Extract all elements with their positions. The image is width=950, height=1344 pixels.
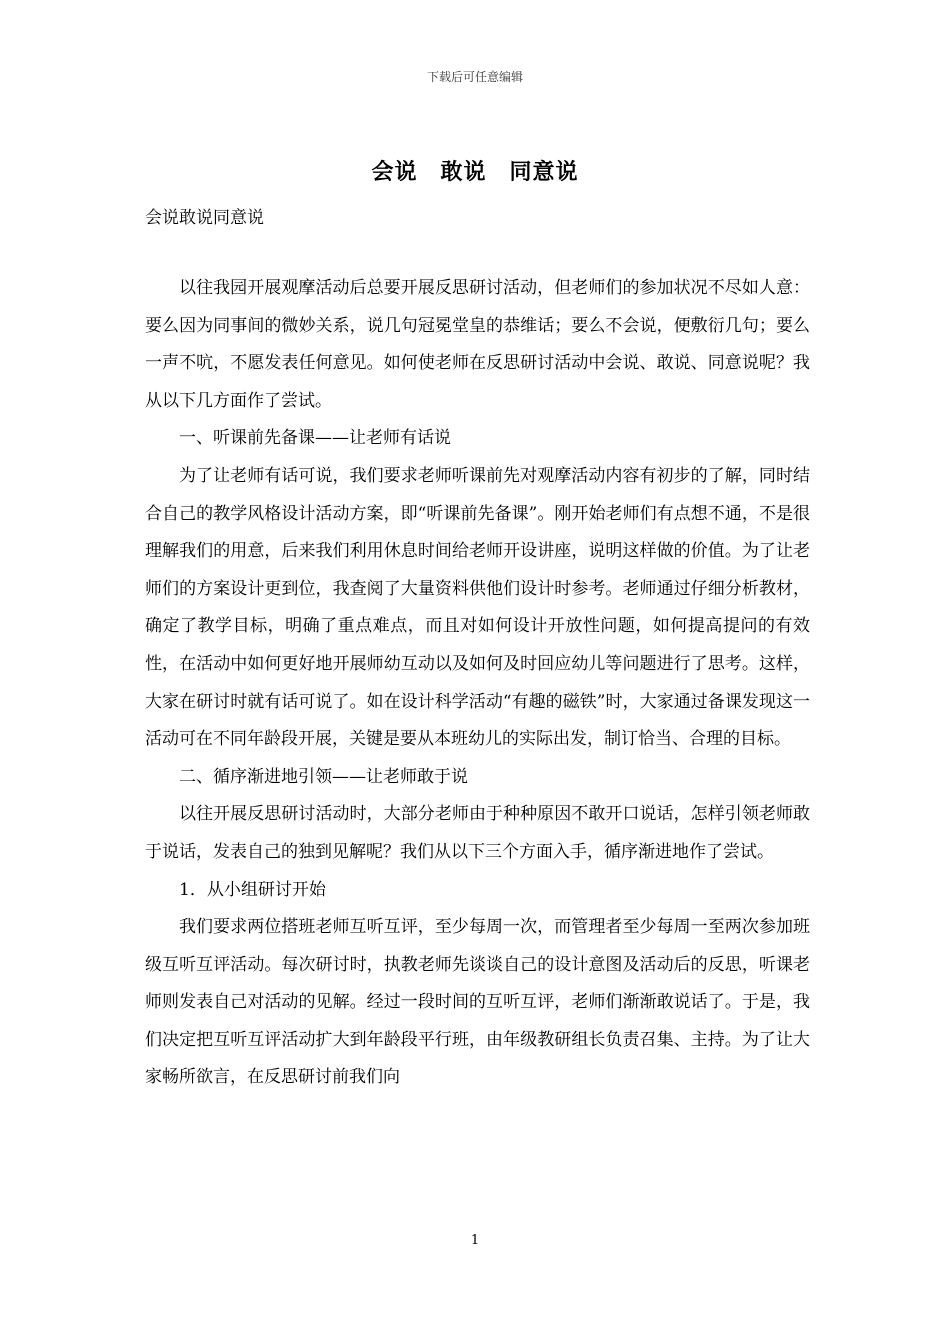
document-subtitle: 会说敢说同意说 — [145, 208, 264, 228]
page-header: 下载后可任意编辑 — [426, 70, 523, 84]
page-number: 1 — [470, 1233, 480, 1248]
subsection-heading-1: 1．从小组研讨开始 — [179, 879, 326, 900]
paragraph-section-2: 以往开展反思研讨活动时，大部分老师由于种种原因不敢开口说话，怎样引领老师敢于说话，发表自己的独到见解呢？我们从以下三个方面入手，循序渐进地作了尝试。 — [145, 804, 810, 862]
paragraph-intro: 以往我园开展观摩活动后总要开展反思研讨活动，但老师们的参加状况不尽如人意：要么因为同事间的微妙关系，说几句冠冕堂皇的恭维话；要么不会说，便敷衍几句；要么一声不吭，不愿发表任何意见。如何使老师在反思研讨活动中会说、敢说、同意说呢？我从以下几方面作了尝试。 — [145, 278, 810, 411]
document-body — [145, 270, 810, 1097]
document-title: 会说 敢说 同意说 — [371, 159, 579, 185]
section-heading-2: 二、循序渐进地引领——让老师敢于说 — [179, 766, 468, 787]
section-heading-1: 一、听课前先备课——让老师有话说 — [179, 428, 451, 449]
paragraph-section-1: 为了让老师有话可说，我们要求老师听课前先对观摩活动内容有初步的了解，同时结合自己的教学风格设计活动方案，即“听课前先备课”。刚开始老师们有点想不通，不是很理解我们的用意，后来我们利用休息时间给老师开设讲座，说明这样做的价值。为了让老师们的方案设计更到位，我查阅了大量资料供他们设计时参考。老师通过仔细分析教材，确定了教学目标，明确了重点难点，而且对如何设计开放性问题，如何提高提问的有效性，在活动中如何更好地开展师幼互动以及如何及时回应幼儿等问题进行了思考。这样，大家在研讨时就有话可说了。如在设计科学活动“有趣的磁铁”时，大家通过备课发现这一活动可在不同年龄段开展，关键是要从本班幼儿的实际出发，制订恰当、合理的目标。 — [145, 465, 810, 750]
paragraph-subsection-1: 我们要求两位搭班老师互听互评，至少每周一次，而管理者至少每周一至两次参加班级互听互评活动。每次研讨时，执教老师先谈谈自己的设计意图及活动后的反思，听课老师则发表自己对活动的见解。经过一段时间的互听互评，老师们渐渐敢说话了。于是，我们决定把互听互评活动扩大到年龄段平行班，由年级教研组长负责召集、主持。为了让大家畅所欲言，在反思研讨前我们向 — [145, 917, 810, 1088]
